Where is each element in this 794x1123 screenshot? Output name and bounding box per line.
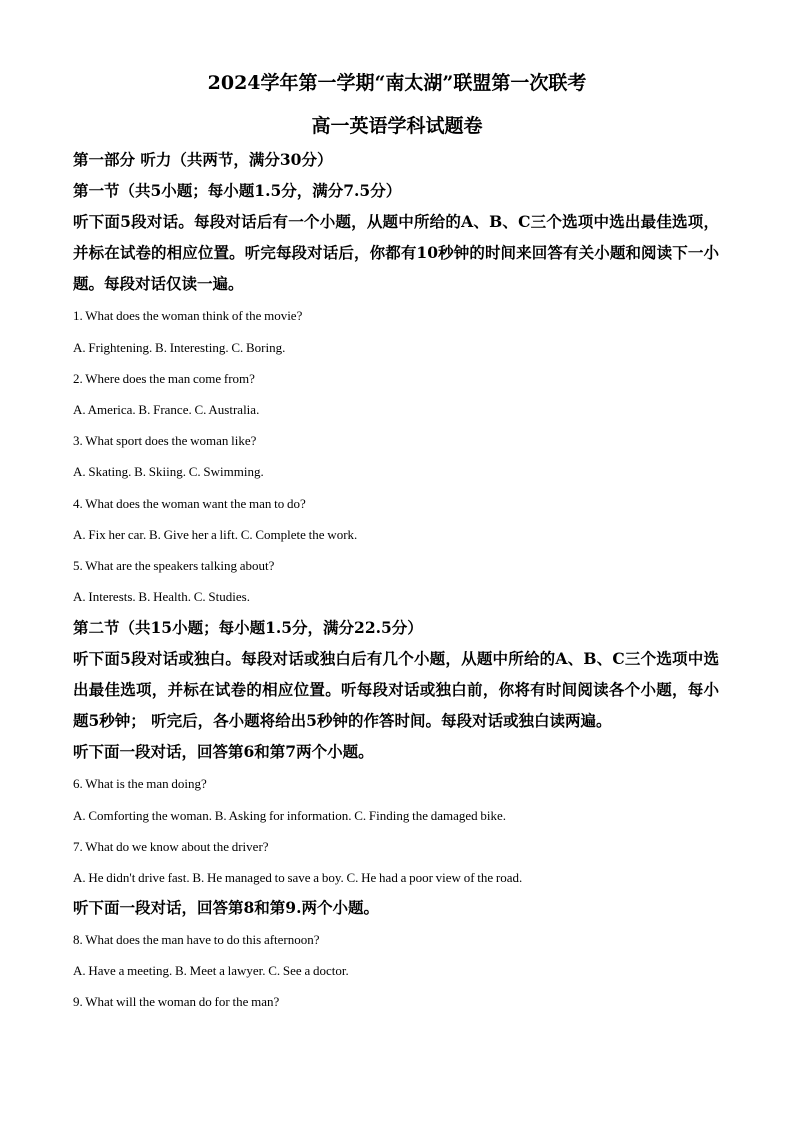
exam-subtitle: 高一英语学科试题卷 bbox=[311, 115, 483, 137]
section1-heading: 第一节（共5小题；每小题1.5分，满分7.5分） bbox=[73, 181, 402, 200]
question-6: 6. What is the man doing? bbox=[73, 776, 207, 791]
question-5: 5. What are the speakers talking about? bbox=[73, 558, 275, 573]
question-8: 8. What does the man have to do this afternoon? bbox=[73, 932, 320, 947]
question-4-options: A. Fix her car. B. Give her a lift. C. Complete the work. bbox=[73, 527, 358, 542]
question-8-options: A. Have a meeting. B. Meet a lawyer. C. See a doctor. bbox=[73, 963, 349, 978]
question-6-options: A. Comforting the woman. B. Asking for information. C. Finding the damaged bike. bbox=[73, 808, 507, 823]
section2-heading: 第二节（共15小题；每小题1.5分，满分22.5分） bbox=[73, 618, 423, 637]
part1-heading: 第一部分 听力（共两节，满分30分） bbox=[73, 150, 333, 169]
question-1-options: A. Frightening. B. Interesting. C. Boring. bbox=[73, 340, 286, 355]
question-1: 1. What does the woman think of the movie? bbox=[73, 308, 303, 323]
question-5-options: A. Interests. B. Health. C. Studies. bbox=[73, 589, 250, 604]
exam-title: 2024学年第一学期“南太湖”联盟第一次联考 bbox=[207, 72, 587, 94]
group2-lead: 听下面一段对话，回答第8和第9.两个小题。 bbox=[73, 898, 379, 917]
section2-instructions: 听下面5段对话或独白。每段对话或独白后有几个小题，从题中所给的A、B、C三个选项中选出最佳选项，并标在试卷的相应位置。听每段对话或独白前，你将有时间阅读各个小题，每小题5秒钟； 听完后，各小题将给出5秒钟的作答时间。每段对话或独白读两遍。 bbox=[73, 649, 719, 730]
question-3-options: A. Skating. B. Skiing. C. Swimming. bbox=[73, 464, 264, 479]
section1-instructions: 听下面5段对话。每段对话后有一个小题，从题中所给的A、B、C三个选项中选出最佳选项，并标在试卷的相应位置。听完每段对话后，你都有10秒钟的时间来回答有关小题和阅读下一小题。每段对话仅读一遍。 bbox=[73, 212, 719, 293]
question-2: 2. Where does the man come from? bbox=[73, 371, 255, 386]
question-3: 3. What sport does the woman like? bbox=[73, 433, 257, 448]
question-4: 4. What does the woman want the man to do? bbox=[73, 496, 306, 511]
question-9: 9. What will the woman do for the man? bbox=[73, 994, 280, 1009]
question-7: 7. What do we know about the driver? bbox=[73, 839, 269, 854]
question-2-options: A. America. B. France. C. Australia. bbox=[73, 402, 260, 417]
group1-lead: 听下面一段对话，回答第6和第7两个小题。 bbox=[73, 742, 374, 761]
question-7-options: A. He didn't drive fast. B. He managed to save a boy. C. He had a poor view of the road. bbox=[73, 870, 523, 885]
